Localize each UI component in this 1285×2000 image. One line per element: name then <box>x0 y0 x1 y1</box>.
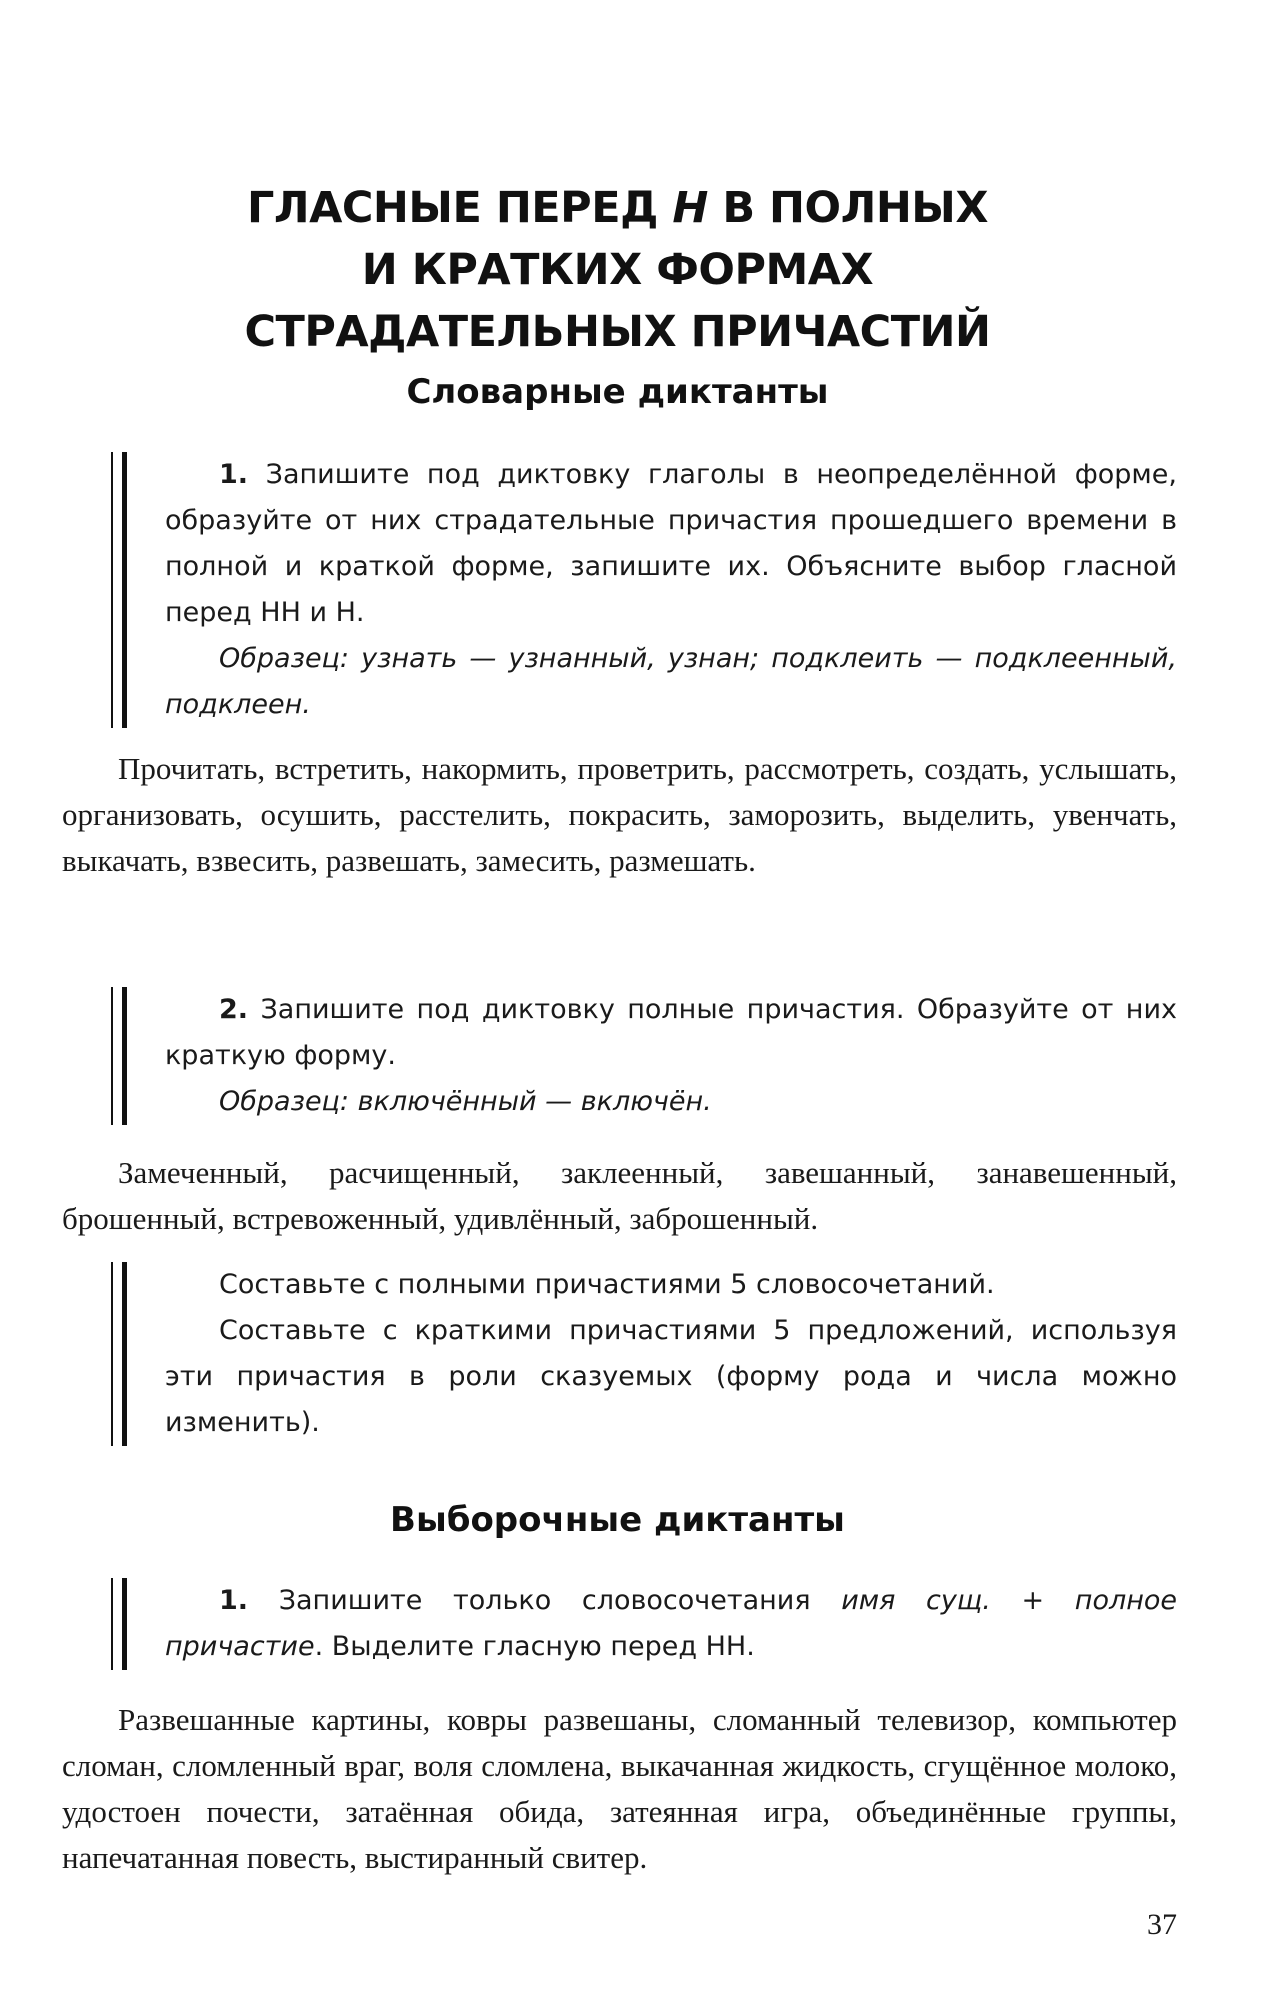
task-instruction: 1. Запишите под диктовку глаголы в неопределённой форме, образуйте от них страдательные причастия прошедшего времени в полной и краткой форме, запишите их. Объясните выбор гласной перед НН и Н. <box>165 459 1177 628</box>
exercise-text-2: Замеченный, расчищенный, заклеенный, завешанный, занавешенный, брошенный, встревоженный, удивлённый, заброшенный. <box>62 1155 1177 1236</box>
title-italic-letter: Н <box>672 182 708 233</box>
page-title <box>0 177 1235 363</box>
task-block-2 <box>122 987 1177 1125</box>
section-heading-dictionary-dictations: Словарные диктанты <box>406 372 829 412</box>
task-number: 1. <box>219 459 249 490</box>
title-line-1: ГЛАСНЫЕ ПЕРЕД Н В ПОЛНЫХ <box>246 182 989 233</box>
section-heading-selective-dictations: Выборочные диктанты <box>390 1500 845 1540</box>
task-instruction: Составьте с краткими причастиями 5 предложений, используя эти причастия в роли сказуемых (форму рода и числа можно изменить). <box>165 1315 1177 1438</box>
task-block-4 <box>122 1578 1177 1670</box>
exercise-text-3: Развешанные картины, ковры развешаны, сломанный телевизор, компьютер сломан, сломленный враг, воля сломлена, выкачанная жидкость, сгущённое молоко, удостоен почести, затаённая обида, затеянная игра, объединённые группы, напечатанная повесть, выстиранный свитер. <box>62 1702 1177 1875</box>
exercise-text-1: Прочитать, встретить, накормить, проветрить, рассмотреть, создать, услышать, организовать, осушить, расстелить, покрасить, заморозить, выделить, увенчать, выкачать, взвесить, развешать, замесить, размешать. <box>62 751 1177 878</box>
task-instruction: Составьте с полными причастиями 5 словосочетаний. <box>219 1269 995 1300</box>
page-number: 37 <box>1147 1908 1177 1941</box>
task-block-3 <box>122 1262 1177 1446</box>
task-italic-pattern: имя сущ. + полное причастие <box>165 1585 1178 1662</box>
task-number: 2. <box>219 994 249 1025</box>
task-sample: Образец: узнать — узнанный, узнан; подклеить — подклеенный, подклеен. <box>165 643 1177 720</box>
task-sample: Образец: включённый — включён. <box>219 1086 712 1117</box>
title-line-2: И КРАТКИХ ФОРМАХ <box>361 244 874 295</box>
task-instruction: 1. Запишите только словосочетания имя сущ. + полное причастие. Выделите гласную перед НН. <box>165 1585 1178 1662</box>
task-number: 1. <box>219 1585 249 1616</box>
task-block-1 <box>122 452 1177 728</box>
title-line-3: СТРАДАТЕЛЬНЫХ ПРИЧАСТИЙ <box>244 306 991 357</box>
task-instruction: 2. Запишите под диктовку полные причастия. Образуйте от них краткую форму. <box>165 994 1177 1071</box>
